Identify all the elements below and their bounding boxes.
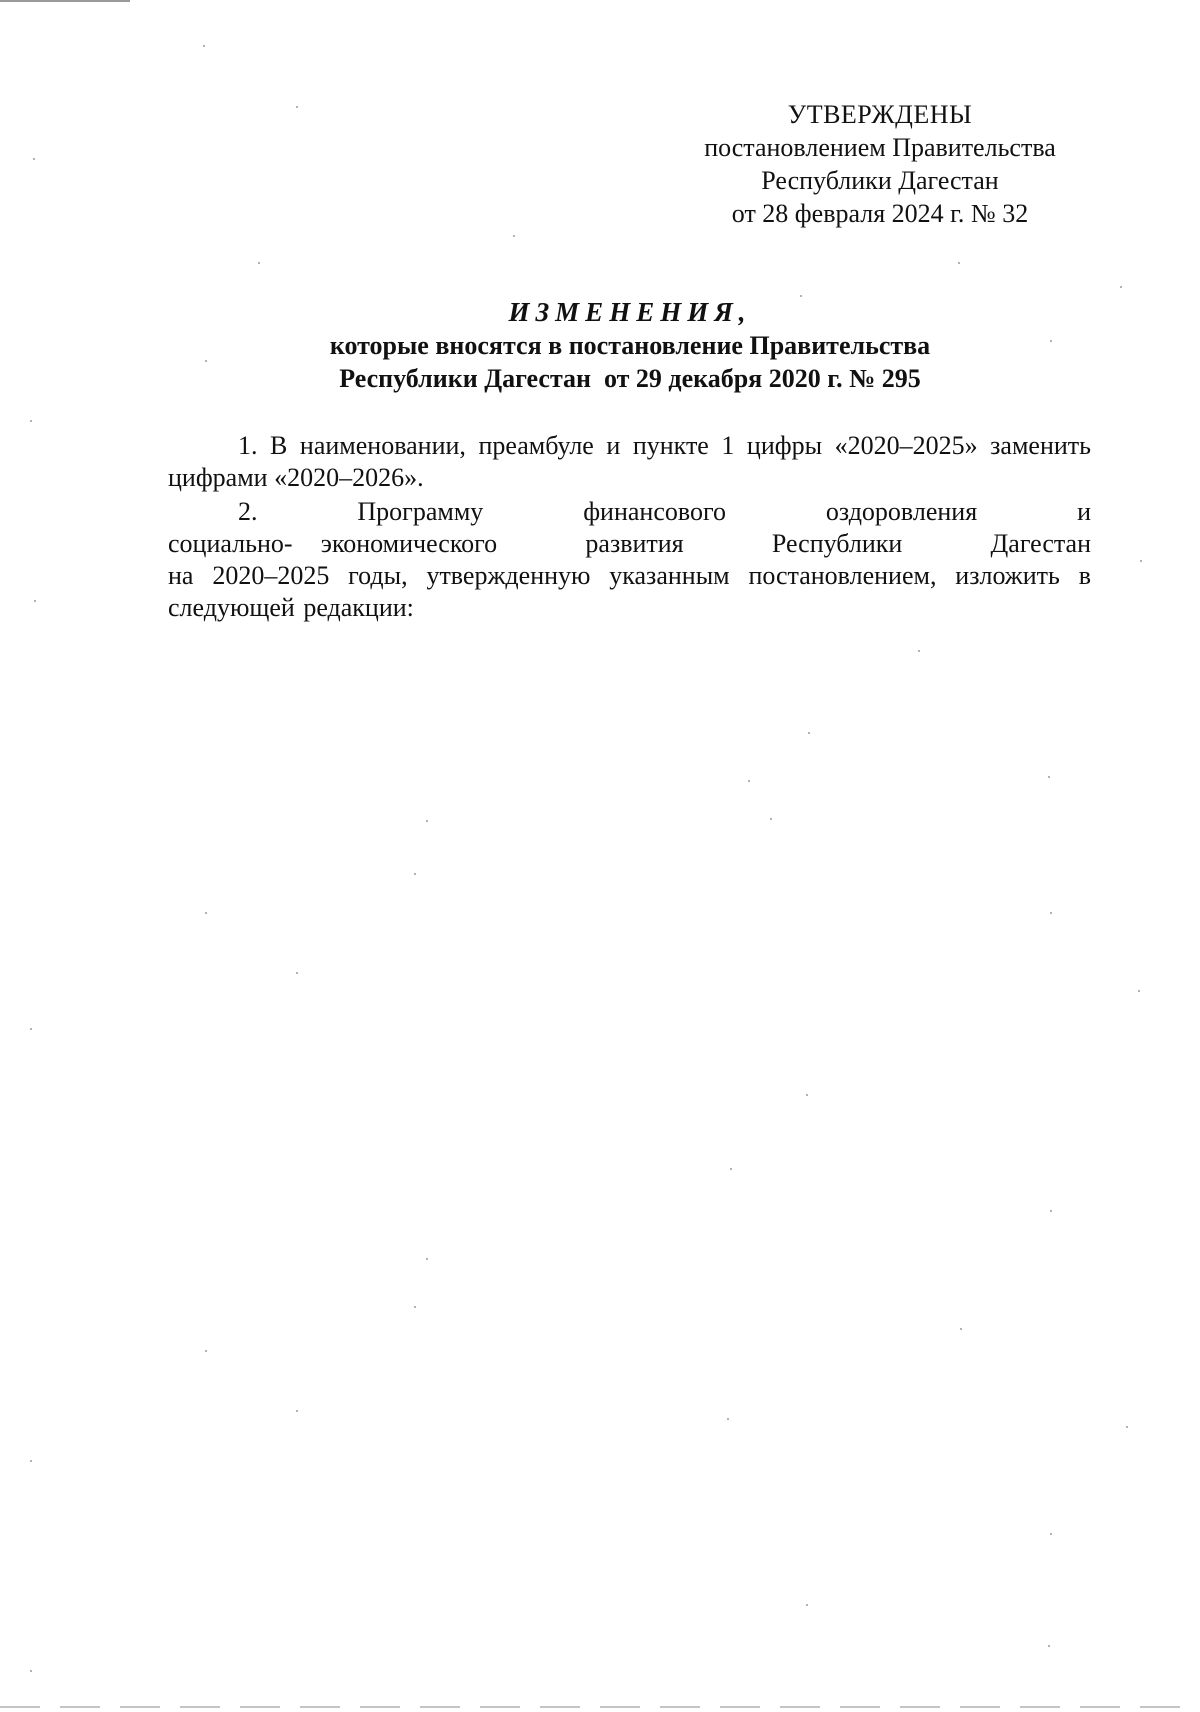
- scan-speck: [414, 873, 416, 875]
- scan-edge-artifact: [0, 1706, 1200, 1708]
- scan-speck: [205, 1350, 207, 1352]
- scan-speck: [1138, 990, 1140, 992]
- scan-speck: [770, 818, 772, 820]
- scan-speck: [808, 732, 810, 734]
- scan-speck: [1048, 776, 1050, 778]
- scan-speck: [730, 1168, 732, 1170]
- approval-line: Республики Дагестан: [761, 166, 999, 195]
- approval-line: постановлением Правительства: [704, 133, 1056, 162]
- paragraph-item-2-rest: 2020–2025 годы, утвержденную указанным постановлением, изложить в следующей редакции:: [168, 561, 1091, 622]
- scan-speck: [958, 262, 960, 264]
- scan-speck: [748, 780, 750, 782]
- scan-speck: [296, 972, 298, 974]
- scan-speck: [34, 600, 36, 602]
- scan-speck: [296, 106, 298, 108]
- paragraph-item-2: [168, 496, 1091, 624]
- title-subline: которые вносятся в постановление Правительства: [329, 331, 931, 360]
- scan-speck: [426, 1258, 428, 1260]
- scan-speck: [1050, 912, 1052, 914]
- scan-speck: [1140, 560, 1142, 562]
- scan-speck: [33, 158, 35, 160]
- scan-speck: [918, 650, 920, 652]
- scan-speck: [30, 1460, 32, 1462]
- approval-date: от 28 февраля 2024 г. № 32: [731, 199, 1029, 228]
- scan-speck: [1050, 1210, 1052, 1212]
- scan-speck: [296, 1410, 298, 1412]
- scan-speck: [1050, 1533, 1052, 1535]
- scan-speck: [414, 1306, 416, 1308]
- scan-speck: [205, 912, 207, 914]
- document-body: [168, 430, 1091, 624]
- paragraph-item-2-line-1: 2. Программу финансового оздоровления и социально-: [168, 497, 1091, 558]
- scan-speck: [203, 45, 205, 47]
- paragraph-item-1: 1. В наименовании, преамбуле и пункте 1 цифры «2020–2025» заменить цифрами «2020–2026».: [168, 431, 1091, 492]
- scan-speck: [1126, 1426, 1128, 1428]
- scan-speck: [30, 1670, 32, 1672]
- title-subline: Республики Дагестан от 29 декабря 2020 г. № 295: [339, 364, 921, 393]
- approval-heading: УТВЕРЖДЕНЫ: [787, 100, 973, 129]
- document-title: [160, 296, 1100, 395]
- scan-speck: [1120, 286, 1122, 288]
- approval-block: [680, 98, 1080, 230]
- scan-speck: [960, 1328, 962, 1330]
- scan-speck: [727, 1418, 729, 1420]
- scan-speck: [513, 235, 515, 237]
- scan-speck: [258, 262, 260, 264]
- scan-speck: [806, 1604, 808, 1606]
- scan-speck: [806, 1094, 808, 1096]
- scan-speck: [30, 420, 32, 422]
- scan-speck: [30, 1028, 32, 1030]
- paragraph-item-2-line-2: экономического развития Республики Дагестан на: [168, 529, 1091, 590]
- scan-speck: [1048, 1645, 1050, 1647]
- title-main: ИЗМЕНЕНИЯ,: [508, 297, 752, 327]
- scan-edge-artifact: [0, 0, 130, 2]
- scan-speck: [426, 820, 428, 822]
